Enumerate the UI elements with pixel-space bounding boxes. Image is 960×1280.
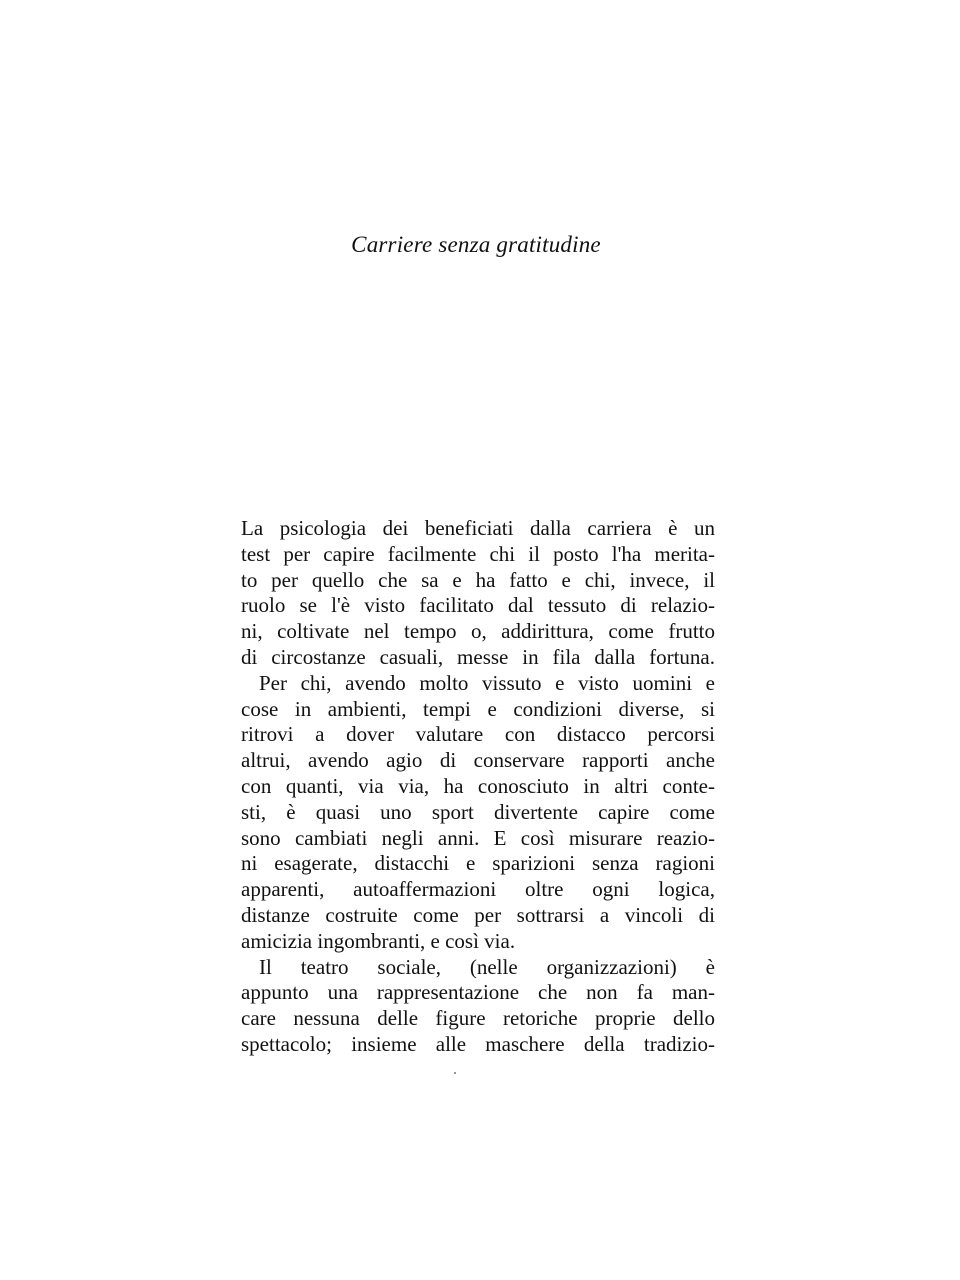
text-line: ni, coltivate nel tempo o, addirittura, come frutto [241,619,715,644]
text-line: ritrovi a dover valutare con distacco percorsi [241,722,715,747]
body-text [241,516,715,1058]
text-line: distanze costruite come per sottrarsi a vincoli di [241,902,715,927]
text-line: altrui, avendo agio di conservare rapporti anche [241,748,715,773]
text-line: di circostanze casuali, messe in fila dalla fortuna. [241,644,715,669]
text-line: test per capire facilmente chi il posto l'ha merita- [241,541,715,566]
text-line: Per chi, avendo molto vissuto e visto uomini e [259,670,715,695]
text-line: appunto una rappresentazione che non fa man- [241,980,715,1005]
paragraph [241,955,715,1058]
text-line: Il teatro sociale, (nelle organizzazioni) è [259,954,715,979]
paragraph [241,671,715,955]
page-mark [454,1072,456,1074]
chapter-title: Carriere senza gratitudine [351,232,601,257]
text-line: ruolo se l'è visto facilitato dal tessuto di relazio- [241,593,715,618]
text-line: sono cambiati negli anni. E così misurare reazio- [241,825,715,850]
text-line: amicizia ingombranti, e così via. [241,928,516,953]
text-line: care nessuna delle figure retoriche proprie dello [241,1006,715,1031]
text-line: sti, è quasi uno sport divertente capire come [241,799,715,824]
text-line: ni esagerate, distacchi e sparizioni senza ragioni [241,851,715,876]
text-line: La psicologia dei beneficiati dalla carriera è un [241,516,715,540]
text-line: apparenti, autoaffermazioni oltre ogni logica, [241,877,715,902]
text-line: to per quello che sa e ha fatto e chi, invece, il [241,567,715,592]
text-line: spettacolo; insieme alle maschere della tradizio- [241,1031,715,1056]
paragraph [241,516,715,671]
text-line: cose in ambienti, tempi e condizioni diverse, si [241,696,715,721]
text-line: con quanti, via via, ha conosciuto in altri conte- [241,773,715,798]
